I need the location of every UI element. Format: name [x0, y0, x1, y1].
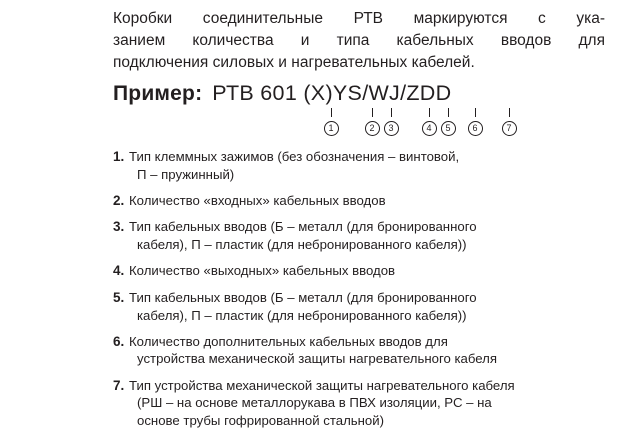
intro-line-1 — [113, 8, 605, 30]
marker-number: 6 — [468, 121, 483, 136]
marker-callout-3 — [381, 108, 401, 136]
intro-word: занием — [113, 32, 166, 49]
list-item-line: Количество «выходных» кабельных вводов — [129, 263, 396, 279]
marker-number: 5 — [441, 121, 456, 136]
list-item — [113, 262, 613, 280]
marker-number: 3 — [384, 121, 399, 136]
list-item-number: 1. — [113, 149, 125, 164]
list-item-line: Тип устройства механической защиты нагревательного кабеля — [129, 377, 515, 393]
marker-callout-4 — [419, 108, 439, 136]
list-item-text — [129, 192, 613, 210]
list-item-number: 2. — [113, 192, 125, 208]
marker-callout-5 — [438, 108, 458, 136]
list-item-line: кабеля), П – пластик (для небронированного кабеля)) — [137, 237, 467, 253]
list-item-line: устройства механической защиты нагревательного кабеля — [137, 351, 498, 367]
intro-word: с — [538, 10, 546, 27]
list-item — [113, 289, 613, 324]
marker-callout-2 — [362, 108, 382, 136]
marker-number: 7 — [502, 121, 517, 136]
list-item-text — [129, 289, 613, 324]
intro-paragraph — [113, 8, 605, 74]
list-item-line: кабеля), П – пластик (для небронированного кабеля)) — [137, 307, 467, 323]
list-item-text — [129, 148, 613, 183]
marker-tick-icon — [391, 108, 392, 117]
marker-number: 1 — [324, 121, 339, 136]
list-item-number: 4. — [113, 263, 125, 279]
list-item-text — [129, 262, 613, 280]
list-item-line: основе трубы гофрированной стальной) — [137, 413, 385, 429]
list-item-text — [129, 218, 613, 253]
list-item — [113, 148, 613, 183]
list-item-text — [129, 377, 613, 430]
intro-word: маркируются — [413, 10, 508, 27]
marker-callouts — [113, 108, 533, 142]
list-item-line: Тип клеммных зажимов (без обозначения – винтовой, — [129, 149, 460, 164]
intro-word: ука- — [576, 10, 605, 27]
list-item-line: Тип кабельных вводов (Б – металл (для бронированного — [129, 219, 477, 235]
list-item — [113, 192, 613, 210]
list-item-number: 5. — [113, 289, 125, 305]
marker-tick-icon — [475, 108, 476, 117]
intro-line-3: подключения силовых и нагревательных кабелей. — [113, 54, 475, 71]
intro-word: вводов — [500, 32, 552, 49]
list-item-line: Количество «входных» кабельных вводов — [129, 192, 386, 208]
marker-tick-icon — [448, 108, 449, 117]
list-item-line: П – пружинный) — [137, 166, 235, 182]
marker-tick-icon — [429, 108, 430, 117]
intro-word: кабельных — [396, 32, 474, 49]
marker-number: 4 — [422, 121, 437, 136]
example-label: Пример: — [113, 82, 203, 105]
list-item — [113, 377, 613, 430]
intro-word: количества — [192, 32, 274, 49]
marker-callout-6 — [465, 108, 485, 136]
list-item-line: (РШ – на основе металлорукава в ПВХ изоляции, РС – на — [137, 395, 492, 411]
list-item-number: 7. — [113, 377, 125, 393]
intro-word: соединительные — [202, 10, 323, 27]
intro-word: Коробки — [113, 10, 173, 27]
list-item — [113, 218, 613, 253]
intro-word: типа — [336, 32, 370, 49]
intro-word: для — [578, 32, 605, 49]
list-item-line: Количество дополнительных кабельных вводов для — [129, 333, 448, 349]
marker-callout-7 — [499, 108, 519, 136]
intro-word: и — [300, 32, 310, 49]
intro-line-2 — [113, 30, 605, 52]
intro-word: РТВ — [353, 10, 384, 27]
marker-callout-1 — [321, 108, 341, 136]
list-item-number: 6. — [113, 333, 125, 349]
legend-list — [113, 148, 613, 438]
list-item-number: 3. — [113, 219, 125, 235]
example-row — [113, 81, 451, 106]
list-item-text — [129, 333, 613, 368]
example-code: РТВ 601 (Х)YS/WJ/ZDD — [212, 81, 452, 105]
marker-tick-icon — [509, 108, 510, 117]
marker-tick-icon — [331, 108, 332, 117]
marker-tick-icon — [372, 108, 373, 117]
marker-number: 2 — [365, 121, 380, 136]
list-item — [113, 333, 613, 368]
list-item-line: Тип кабельных вводов (Б – металл (для бронированного — [129, 289, 477, 305]
